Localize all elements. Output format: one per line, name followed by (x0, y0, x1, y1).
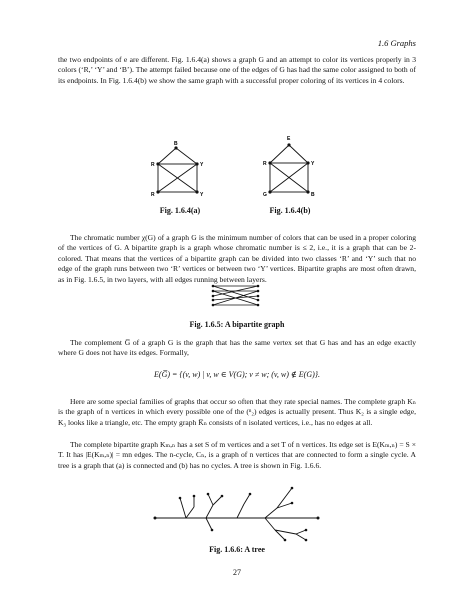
paragraph-bipartite-tree: The complete bipartite graph Kₘ,ₙ has a set S of m vertices and a set T of n vertices. Its edge set is E(Kₘ,ₙ) = S × T. It has |E(Kₘ,ₙ)| = mn edges. The n-cycle, Cₙ, is a graph of n vertices that are connected to form a single cycle. A tree is a graph that (a) is connected and (b) has no cycles. A tree is shown in Fig. 1.6.6. (58, 440, 416, 470)
paragraph-families: Here are some special families of graphs that occur so often that they rate special names. The complete graph Kₙ is the graph of n vertices in which every possible one of the (ⁿ₂) edges is actually present. Thus K₂ is a single edge, K₃ looks like a triangle, etc. The empty graph K̅ₙ consists of n isolated vertices, i.e., has no edges at all. (58, 397, 416, 427)
paragraph-chromatic: The chromatic number χ(G) of a graph G is the minimum number of colors that can be used in a proper coloring of the vertices of G. A bipartite graph is a graph whose chromatic number is ≤ 2, i.e., it is a graph that can be 2-colored. That means that the vertices of a bipartite graph can be divided into two classes ‘R’ and ‘Y’ such that no edge of the graph runs between two ‘R’ vertices or between two ‘Y’ vertices. Bipartite graphs are most often drawn, as in Fig. 1.6.5, in two layers, with all edges running between layers. (58, 233, 416, 284)
caption-tree: Fig. 1.6.6: A tree (209, 545, 265, 554)
complement-equation: E(G̅) = {(v, w) | v, w ∈ V(G); v ≠ w; (v, w) ∉ E(G)}. (154, 370, 320, 379)
vertex-label: Y (311, 161, 315, 167)
paragraph-coloring: the two endpoints of e are different. Fig. 1.6.4(a) shows a graph G and an attempt to color its vertices properly in 3 colors (‘R,’ ‘Y’ and ‘B’). The attempt failed because one of the edges of G has had the same color assigned to both of its endpoints. In Fig. 1.6.4(b) we show the same graph with a successful proper coloring of its vertices in 4 colors. (58, 55, 416, 85)
vertex-label: R (151, 162, 155, 168)
vertex-label: B (174, 141, 178, 147)
running-header: 1.6 Graphs (377, 38, 416, 48)
vertex-label: G (263, 192, 267, 198)
vertex-label: R (263, 161, 267, 167)
caption-fig-b: Fig. 1.6.4(b) (269, 206, 311, 215)
vertex-label: R (151, 192, 155, 198)
caption-fig-a: Fig. 1.6.4(a) (159, 206, 201, 215)
paragraph-complement: The complement G̅ of a graph G is the graph that has the same vertex set that G has and has an edge exactly where G does not have its edges. Formally, (58, 338, 416, 358)
page-number: 27 (233, 568, 241, 577)
vertex-label: B (311, 192, 315, 198)
caption-bipartite: Fig. 1.6.5: A bipartite graph (189, 320, 285, 329)
vertex-label: E (287, 136, 291, 142)
vertex-label: Y (200, 162, 204, 168)
vertex-label: Y (200, 192, 204, 198)
